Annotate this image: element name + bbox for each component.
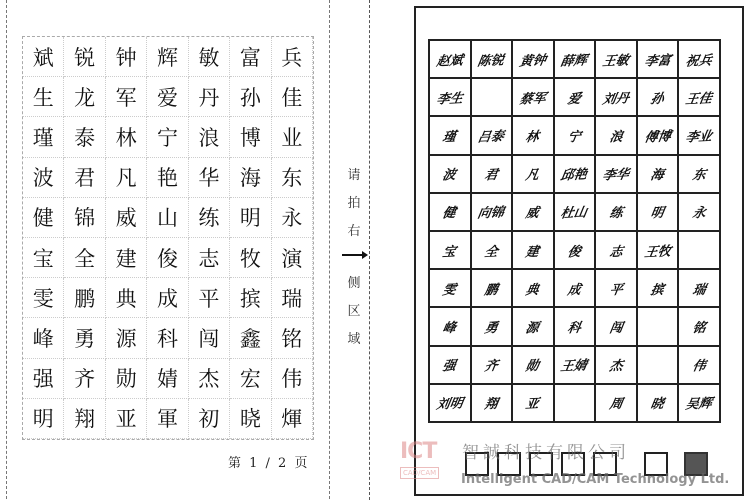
practice-character: 典 [106, 278, 147, 318]
signature-text: 凡 [524, 167, 541, 184]
practice-character: 泰 [64, 117, 105, 157]
signature-text: 傅博 [642, 129, 672, 146]
practice-character: 婧 [147, 359, 188, 399]
signature-cell [679, 270, 721, 308]
practice-character: 摈 [230, 278, 271, 318]
signature-text: 晓 [649, 397, 666, 413]
signature-text: 邱艳 [559, 167, 589, 184]
signature-text: 铭 [691, 320, 707, 337]
signature-text: 向锦 [476, 205, 506, 223]
logo-text: ICT [400, 439, 437, 464]
practice-character: 强 [23, 359, 64, 399]
signature-text: 浪 [607, 129, 624, 146]
practice-character: 明 [23, 399, 64, 439]
practice-character: 孙 [230, 77, 271, 117]
signature-cell [513, 232, 555, 270]
practice-character: 闯 [189, 318, 230, 358]
signature-cell [596, 79, 638, 117]
empty-signature-cell [555, 385, 597, 423]
signature-text: 亚 [524, 397, 541, 413]
signature-cell [472, 232, 514, 270]
signature-cell [513, 270, 555, 308]
practice-character: 齐 [64, 359, 105, 399]
practice-character: 雯 [23, 278, 64, 318]
instruction-char: 侧 [347, 276, 361, 291]
practice-character: 科 [147, 318, 188, 358]
signature-text: 宝 [441, 244, 458, 260]
signature-text: 李华 [601, 167, 631, 184]
practice-character: 浪 [189, 117, 230, 157]
signature-cell [638, 270, 680, 308]
practice-character: 初 [189, 399, 230, 439]
practice-character: 亚 [106, 399, 147, 439]
signature-text: 练 [607, 206, 624, 222]
practice-character: 龙 [64, 77, 105, 117]
signature-cell [513, 347, 555, 385]
signature-cell [430, 156, 472, 194]
signature-cell [472, 308, 514, 346]
signature-text: 薛辉 [559, 52, 589, 70]
signature-text: 李生 [435, 91, 464, 108]
signature-cell [638, 194, 680, 232]
signature-cell [513, 41, 555, 79]
signature-cell [430, 194, 472, 232]
signature-cell [513, 117, 555, 155]
page-indicator: 第 1 / 2 页 [228, 456, 310, 471]
practice-character: 軍 [147, 399, 188, 439]
signature-text: 峰 [441, 320, 458, 337]
practice-character: 翔 [64, 399, 105, 439]
signature-cell [472, 347, 514, 385]
signature-cell [596, 347, 638, 385]
signature-cell [430, 117, 472, 155]
practice-character: 辉 [147, 37, 188, 77]
signature-cell [638, 41, 680, 79]
practice-character: 业 [272, 117, 313, 157]
company-logo [398, 437, 450, 491]
signature-text: 王牧 [642, 243, 672, 261]
signature-text: 强 [441, 358, 458, 375]
signature-text: 闯 [607, 320, 624, 337]
signature-cell [596, 194, 638, 232]
signature-cell [679, 79, 721, 117]
signature-text: 勋 [524, 358, 541, 375]
signature-text: 黄钟 [518, 52, 547, 70]
signature-text: 祝兵 [684, 52, 714, 70]
instruction-line-2 [346, 270, 362, 354]
signature-grid [428, 39, 721, 423]
signature-text: 陈锐 [476, 52, 506, 70]
signature-text: 伟 [691, 358, 707, 375]
signature-text: 明 [649, 206, 666, 222]
practice-character: 博 [230, 117, 271, 157]
signature-text: 典 [524, 282, 541, 299]
practice-character: 明 [230, 198, 271, 238]
signature-text: 孙 [649, 91, 666, 108]
practice-character: 斌 [23, 37, 64, 77]
signature-text: 刘丹 [601, 91, 631, 108]
practice-character: 晓 [230, 399, 271, 439]
signature-text: 摈 [649, 282, 666, 299]
signature-cell [472, 194, 514, 232]
logo-subtext: CAD/CAM [400, 467, 439, 479]
practice-character: 艳 [147, 158, 188, 198]
signature-cell [638, 385, 680, 423]
practice-character: 爱 [147, 77, 188, 117]
signature-text: 宁 [566, 129, 582, 146]
signature-text: 志 [607, 244, 624, 260]
signature-text: 鹏 [483, 282, 499, 299]
practice-character: 俊 [147, 238, 188, 278]
signature-cell [513, 308, 555, 346]
signature-text: 瑞 [691, 282, 707, 299]
practice-character: 勋 [106, 359, 147, 399]
signature-text: 李业 [684, 129, 714, 146]
practice-character: 君 [64, 158, 105, 198]
practice-character: 生 [23, 77, 64, 117]
signature-cell [596, 156, 638, 194]
signature-cell [513, 79, 555, 117]
practice-character: 海 [230, 158, 271, 198]
signature-text: 东 [691, 167, 707, 184]
signature-cell [555, 347, 597, 385]
signature-cell [555, 308, 597, 346]
signature-cell [430, 41, 472, 79]
practice-character: 煇 [272, 399, 313, 439]
practice-character: 兵 [272, 37, 313, 77]
signature-cell [555, 117, 597, 155]
practice-character: 富 [230, 37, 271, 77]
practice-character: 锐 [64, 37, 105, 77]
signature-cell [596, 270, 638, 308]
practice-character: 平 [189, 278, 230, 318]
signature-text: 翔 [483, 397, 499, 413]
signature-cell [596, 308, 638, 346]
signature-text: 科 [566, 320, 582, 337]
signature-text: 瑾 [441, 129, 458, 146]
signature-cell [430, 79, 472, 117]
signature-cell [679, 156, 721, 194]
practice-character: 建 [106, 238, 147, 278]
signature-cell [430, 385, 472, 423]
signature-cell [638, 79, 680, 117]
signature-text: 杰 [607, 358, 624, 375]
signature-cell [638, 156, 680, 194]
practice-character: 源 [106, 318, 147, 358]
practice-character: 锦 [64, 198, 105, 238]
practice-character: 鹏 [64, 278, 105, 318]
practice-character: 军 [106, 77, 147, 117]
signature-text: 李富 [642, 52, 672, 70]
instruction-char: 请 [347, 168, 361, 183]
signature-cell [596, 385, 638, 423]
practice-character: 全 [64, 238, 105, 278]
right-arrow-icon [342, 250, 368, 260]
signature-cell [679, 117, 721, 155]
practice-character: 林 [106, 117, 147, 157]
practice-character: 牧 [230, 238, 271, 278]
practice-character: 伟 [272, 359, 313, 399]
practice-character: 东 [272, 158, 313, 198]
signature-cell [430, 347, 472, 385]
signature-cell [679, 194, 721, 232]
empty-signature-cell [472, 79, 514, 117]
practice-character: 永 [272, 198, 313, 238]
practice-character: 敏 [189, 37, 230, 77]
instruction-char: 右 [347, 224, 361, 239]
practice-character: 成 [147, 278, 188, 318]
practice-character: 波 [23, 158, 64, 198]
watermark-company-en: Intelligent CAD/CAM Technology Ltd. [461, 472, 730, 487]
signature-text: 蔡军 [518, 91, 547, 108]
instruction-char: 拍 [347, 196, 361, 211]
empty-signature-cell [638, 308, 680, 346]
practice-character: 瑾 [23, 117, 64, 157]
instruction-line-1 [346, 162, 362, 246]
signature-text: 赵斌 [435, 52, 464, 70]
instruction-char: 域 [347, 332, 361, 347]
practice-character: 佳 [272, 77, 313, 117]
signature-cell [679, 347, 721, 385]
signature-cell [472, 117, 514, 155]
signature-text: 海 [649, 167, 666, 184]
signature-text: 威 [524, 206, 541, 222]
signature-text: 齐 [483, 358, 499, 375]
signature-cell [430, 232, 472, 270]
signature-text: 王敏 [601, 52, 631, 70]
signature-cell [513, 385, 555, 423]
practice-character: 勇 [64, 318, 105, 358]
signature-cell [513, 194, 555, 232]
practice-character: 山 [147, 198, 188, 238]
practice-character: 峰 [23, 318, 64, 358]
practice-character: 凡 [106, 158, 147, 198]
signature-cell [430, 308, 472, 346]
signature-cell [555, 232, 597, 270]
signature-text: 君 [483, 167, 499, 184]
signature-text: 刘明 [435, 396, 464, 414]
signature-text: 全 [483, 244, 499, 260]
signature-text: 永 [691, 206, 707, 222]
practice-character: 健 [23, 198, 64, 238]
practice-character: 练 [189, 198, 230, 238]
practice-character: 宏 [230, 359, 271, 399]
signature-text: 俊 [566, 244, 582, 260]
signature-cell [472, 41, 514, 79]
empty-signature-cell [638, 347, 680, 385]
signature-text: 建 [524, 244, 541, 260]
signature-text: 杜山 [559, 205, 589, 223]
signature-text: 吕泰 [476, 129, 506, 146]
signature-cell [596, 232, 638, 270]
signature-text: 林 [524, 129, 541, 146]
signature-text: 勇 [483, 320, 499, 337]
signature-text: 成 [566, 282, 582, 299]
signature-text: 波 [441, 167, 458, 184]
practice-character: 威 [106, 198, 147, 238]
practice-character: 鑫 [230, 318, 271, 358]
practice-character: 铭 [272, 318, 313, 358]
signature-text: 源 [524, 320, 541, 337]
character-grid [22, 36, 314, 440]
signature-cell [596, 41, 638, 79]
signature-cell [679, 41, 721, 79]
practice-character: 杰 [189, 359, 230, 399]
empty-signature-cell [679, 232, 721, 270]
practice-character: 宝 [23, 238, 64, 278]
fold-divider [369, 0, 370, 500]
signature-cell [555, 156, 597, 194]
practice-character: 丹 [189, 77, 230, 117]
signature-cell [472, 385, 514, 423]
signature-cell [638, 117, 680, 155]
signature-cell [472, 270, 514, 308]
signature-cell [679, 308, 721, 346]
signature-cell [555, 41, 597, 79]
signature-cell [679, 385, 721, 423]
watermark-company-cn: 智誠科技有限公司 [462, 443, 630, 463]
signature-cell [638, 232, 680, 270]
practice-character: 华 [189, 158, 230, 198]
signature-text: 周 [607, 397, 624, 413]
signature-cell [555, 270, 597, 308]
signature-text: 王婧 [559, 358, 589, 375]
signature-cell [596, 117, 638, 155]
signature-cell [555, 194, 597, 232]
signature-text: 平 [607, 282, 624, 299]
practice-character: 宁 [147, 117, 188, 157]
practice-character: 志 [189, 238, 230, 278]
signature-cell [472, 156, 514, 194]
instruction-char: 区 [347, 304, 361, 319]
signature-text: 吴辉 [684, 396, 714, 414]
signature-cell [513, 156, 555, 194]
signature-text: 健 [441, 206, 458, 222]
signature-cell [555, 79, 597, 117]
practice-character: 演 [272, 238, 313, 278]
signature-text: 王佳 [684, 91, 714, 108]
signature-text: 雯 [441, 282, 458, 299]
practice-character: 瑞 [272, 278, 313, 318]
signature-text: 爱 [566, 91, 582, 108]
practice-character: 钟 [106, 37, 147, 77]
signature-cell [430, 270, 472, 308]
